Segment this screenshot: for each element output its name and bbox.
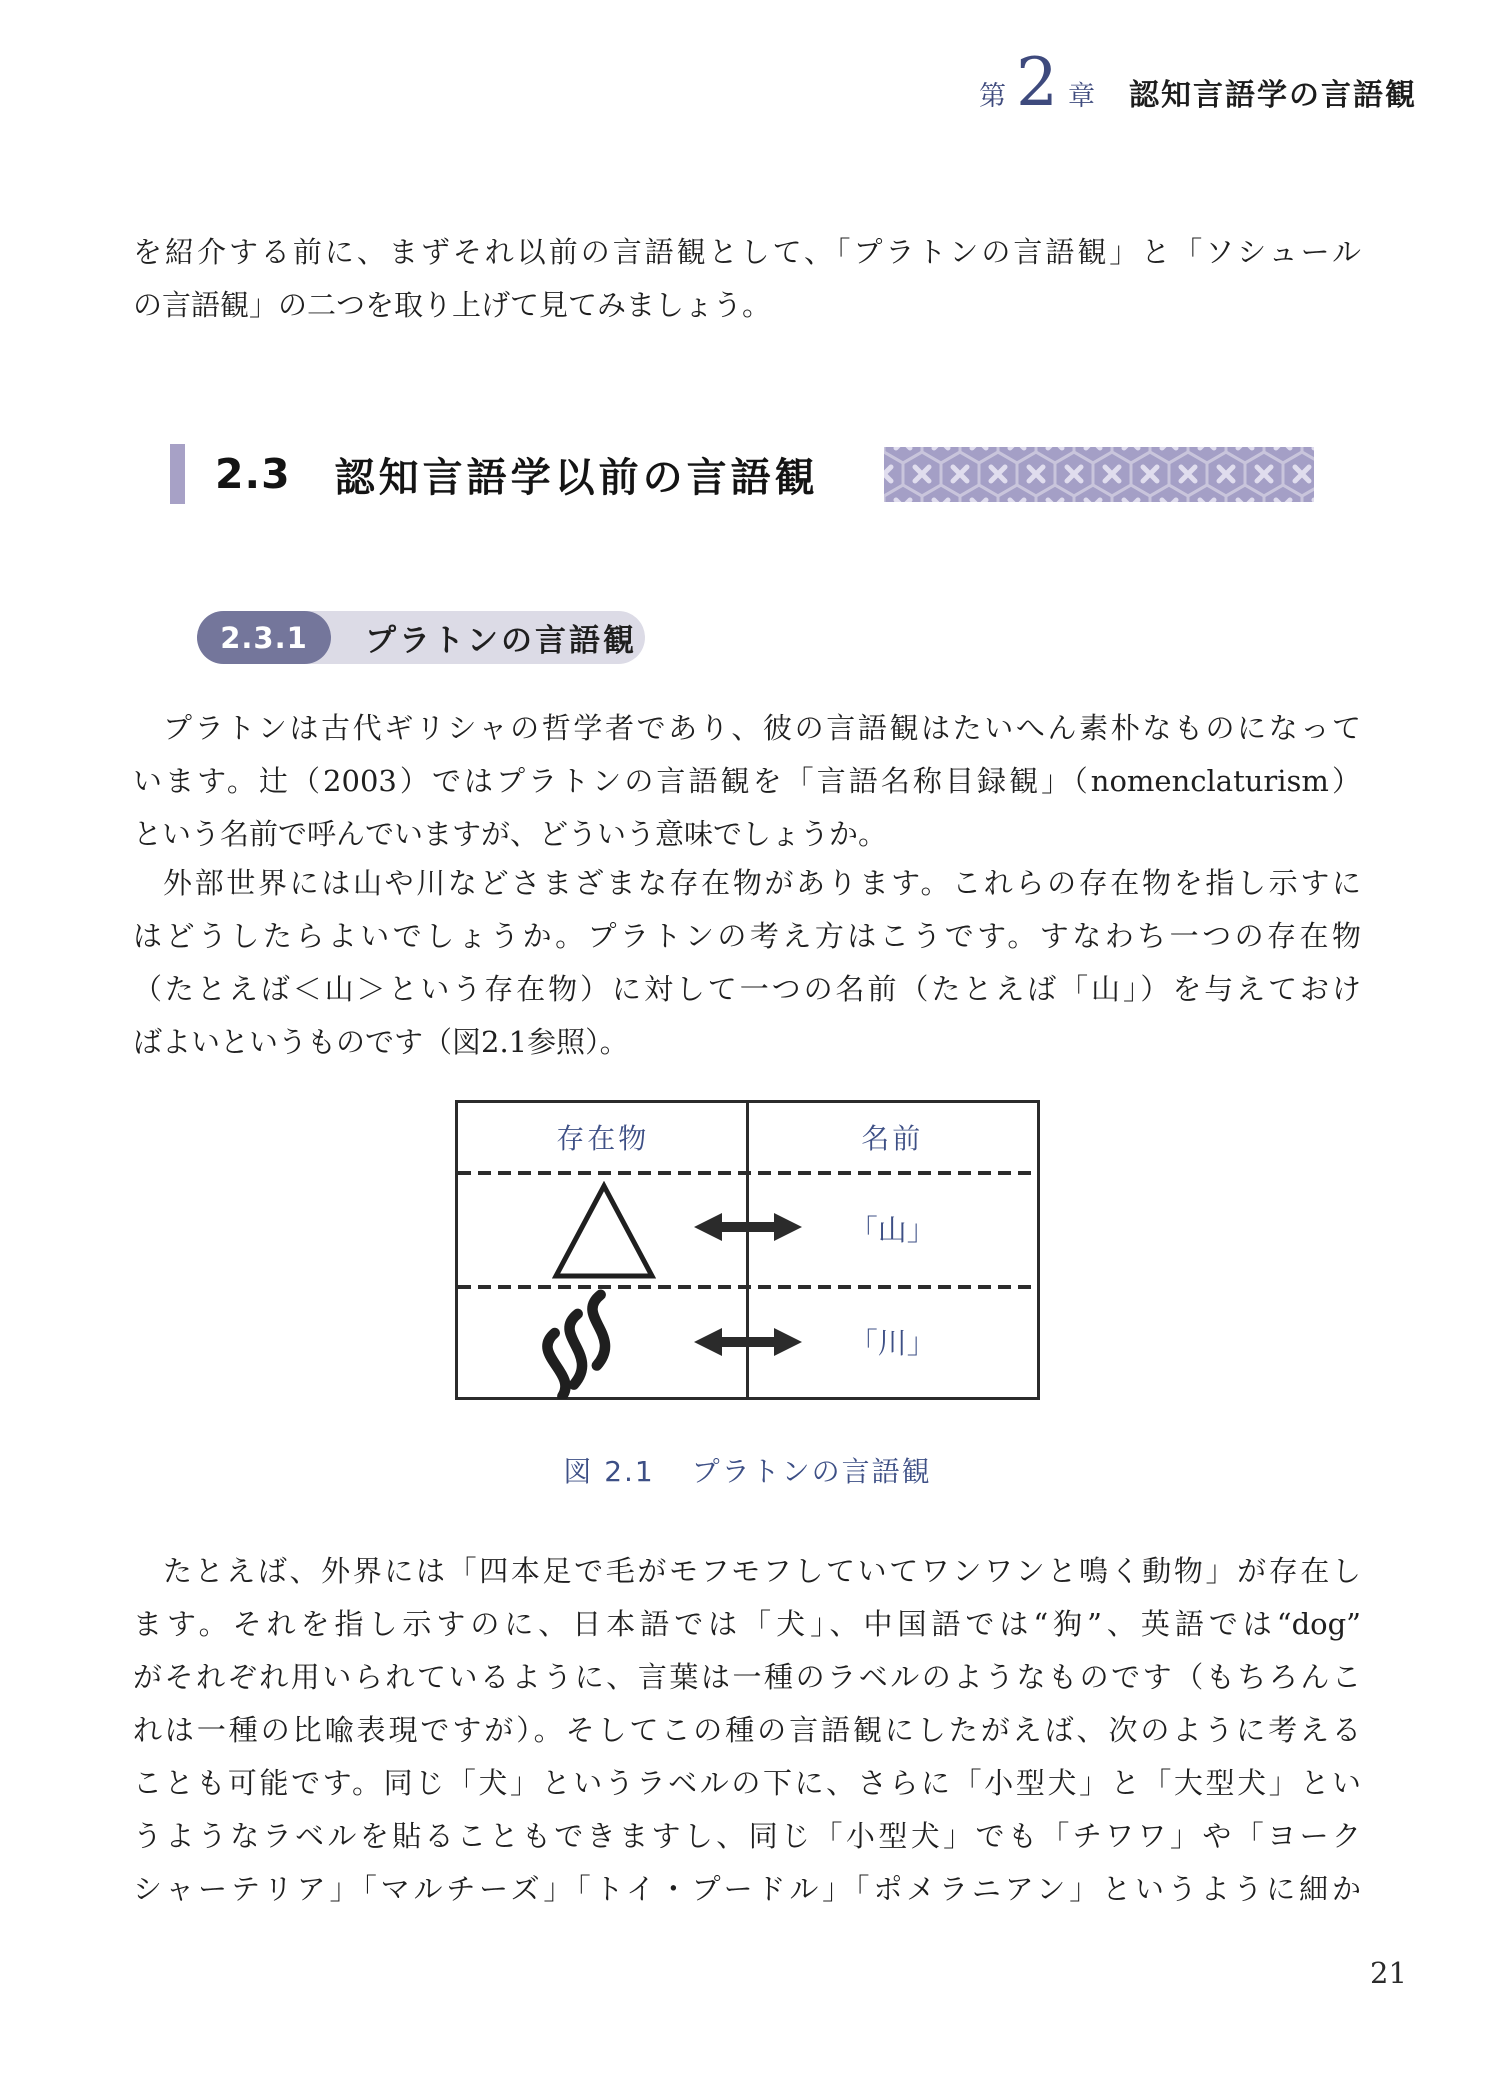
text-line: れは一種の比喩表現ですが）。そしてこの種の言語観にしたがえば、次のように考える	[133, 1713, 1361, 1747]
text-line: はどうしたらよいでしょうか。プラトンの考え方はこうです。すなわち一つの存在物	[133, 919, 1361, 953]
body-paragraph-1	[133, 702, 1361, 861]
section-accent-bar	[170, 444, 185, 504]
chapter-prefix: 第	[979, 81, 1006, 112]
body-paragraph-2	[133, 857, 1361, 1069]
text-line: プラトンは古代ギリシャの哲学者であり、彼の言語観はたいへん素朴なものになって	[163, 711, 1361, 745]
text-line: ことも可能です。同じ「犬」というラベルの下に、さらに「小型犬」と「大型犬」とい	[133, 1766, 1361, 1800]
subsection-number-pill	[197, 611, 331, 664]
text-line: 外部世界には山や川などさまざまな存在物があります。これらの存在物を指し示すに	[163, 866, 1361, 900]
page-number: 21	[1370, 1956, 1407, 1990]
text-line: （たとえば＜山＞という存在物）に対して一つの名前（たとえば「山」）を与えておけ	[133, 972, 1361, 1006]
section-heading	[170, 443, 819, 505]
subsection-heading	[197, 611, 645, 664]
figure-label-mountain: 「山」	[848, 1212, 936, 1247]
section-pattern-band	[884, 447, 1314, 502]
body-paragraph-3	[133, 1545, 1361, 1916]
subsection-title: プラトンの言語観	[365, 623, 637, 659]
text-line: たとえば、外界には「四本足で毛がモフモフしていてワンワンと鳴く動物」が存在し	[163, 1554, 1361, 1588]
hexagon-pattern-graphic	[884, 447, 1314, 502]
section-number: 2.3	[215, 450, 291, 498]
figure-header-entity: 存在物	[556, 1122, 650, 1155]
figure-table	[455, 1100, 1040, 1400]
intro-paragraph	[133, 226, 1361, 332]
chapter-title: 認知言語学の言語観	[1129, 78, 1417, 113]
figure-caption-number: 図 2.1	[563, 1455, 655, 1488]
figure-label-river: 「川」	[848, 1325, 936, 1360]
chapter-suffix: 章	[1068, 81, 1095, 112]
text-line: ます。それを指し示すのに、日本語では「犬」、中国語では“狗”、英語では“dog”	[133, 1607, 1361, 1641]
text-line: うようなラベルを貼ることもできますし、同じ「小型犬」でも「チワワ」や「ヨーク	[133, 1819, 1361, 1853]
chapter-number: 2	[1016, 44, 1058, 121]
text-line: シャーテリア」「マルチーズ」「トイ・プードル」「ポメラニアン」というように細か	[133, 1872, 1361, 1906]
figure-caption-title: プラトンの言語観	[691, 1455, 932, 1488]
chapter-header	[979, 44, 1417, 121]
text-line: ばよいというものです（図2.1参照）。	[133, 1025, 629, 1059]
section-title: 認知言語学以前の言語観	[334, 454, 819, 501]
text-line: がそれぞれ用いられているように、言葉は一種のラベルのようなものです（もちろんこ	[133, 1660, 1361, 1694]
mountain-triangle-icon	[552, 1181, 656, 1285]
text-line: を紹介する前に、まずそれ以前の言語観として、「プラトンの言語観」と「ソシュール	[133, 235, 1361, 269]
text-line: います。辻（2003）ではプラトンの言語観を「言語名称目録観」（nomenclaturism）	[133, 764, 1361, 798]
river-waves-icon	[513, 1289, 673, 1403]
figure-caption	[455, 1450, 1040, 1490]
figure-header-name: 名前	[861, 1122, 924, 1155]
subsection-number: 2.3.1	[220, 620, 308, 655]
text-line: の言語観」の二つを取り上げて見てみましょう。	[133, 288, 772, 322]
text-line: という名前で呼んでいますが、どういう意味でしょうか。	[133, 817, 888, 851]
